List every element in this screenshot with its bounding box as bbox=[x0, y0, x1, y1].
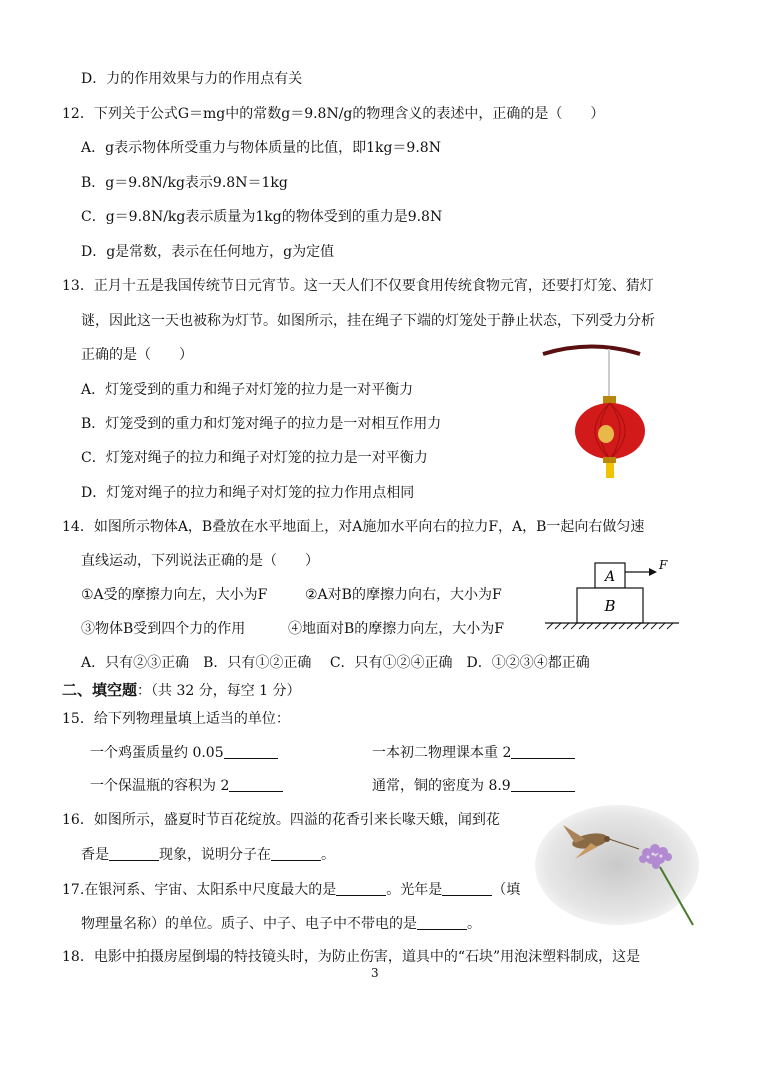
q13-option-c: C．灯笼对绳子的拉力和绳子对灯笼的拉力是一对平衡力 bbox=[81, 450, 428, 466]
q16-text-c: 。 bbox=[321, 847, 335, 863]
section2-title: 二、填空题 bbox=[62, 681, 138, 699]
blank[interactable] bbox=[511, 776, 575, 792]
q17-text-d: 物理量名称）的单位。质子、中子、电子中不带电的是 bbox=[81, 916, 417, 932]
page-number: 3 bbox=[371, 966, 379, 980]
blank[interactable] bbox=[271, 845, 321, 861]
q17-text-c: （填 bbox=[492, 882, 521, 898]
blank[interactable] bbox=[336, 880, 386, 896]
q17-line2 bbox=[81, 914, 481, 934]
q15-item-3-text: 一个保温瓶的容积为 2 bbox=[90, 778, 230, 794]
blocks-figure bbox=[543, 557, 683, 635]
q13-stem-line1: 13．正月十五是我国传统节日元宵节。这一天人们不仅要食用传统食物元宵，还要打灯笼、猜灯 bbox=[62, 278, 654, 294]
q14-stem-line1: 14．如图所示物体A，B叠放在水平地面上，对A施加水平向右的拉力F，A，B一起向右做匀速 bbox=[62, 519, 645, 535]
q13-option-b: B．灯笼受到的重力和灯笼对绳子的拉力是一对相互作用力 bbox=[81, 416, 442, 432]
blank[interactable] bbox=[224, 743, 278, 759]
blank[interactable] bbox=[109, 845, 159, 861]
q16-text-a: 香是 bbox=[81, 847, 109, 863]
q13-option-d: D．灯笼对绳子的拉力和绳子对灯笼的拉力作用点相同 bbox=[81, 485, 415, 501]
q14-statement-4: ④地面对B的摩擦力向左，大小为F bbox=[288, 621, 505, 637]
q18-line1: 18．电影中拍摄房屋倒塌的特技镜头时，为防止伤害，道具中的“石块”用泡沫塑料制成，这是 bbox=[62, 949, 641, 965]
q15-item-2 bbox=[372, 743, 575, 763]
blank[interactable] bbox=[229, 776, 283, 792]
q16-line1: 16．如图所示，盛夏时节百花绽放。四溢的花香引来长喙天蛾，闻到花 bbox=[62, 812, 500, 828]
q17-text-b: 。光年是 bbox=[386, 882, 443, 898]
q14-statement-2: ②A对B的摩擦力向右，大小为F bbox=[305, 587, 502, 603]
q14-stem-line2: 直线运动，下列说法正确的是（ ） bbox=[81, 553, 319, 569]
q15-item-2-text: 一本初二物理课本重 2 bbox=[372, 745, 512, 761]
section2-header bbox=[62, 680, 301, 701]
q13-stem-line3: 正确的是（ ） bbox=[81, 347, 193, 363]
force-f-label: F bbox=[659, 558, 668, 572]
q17-text-e: 。 bbox=[467, 916, 481, 932]
q15-item-4 bbox=[372, 776, 575, 796]
q11-option-d: D．力的作用效果与力的作用点有关 bbox=[81, 71, 303, 87]
block-a-label: A bbox=[604, 569, 616, 585]
q16-line2 bbox=[81, 845, 335, 865]
blank[interactable] bbox=[511, 743, 575, 759]
q13-option-a: A．灯笼受到的重力和绳子对灯笼的拉力是一对平衡力 bbox=[81, 382, 414, 398]
q13-stem-line2: 谜，因此这一天也被称为灯节。如图所示，挂在绳子下端的灯笼处于静止状态，下列受力分析 bbox=[81, 313, 655, 329]
q16-text-b: 现象，说明分子在 bbox=[159, 847, 271, 863]
q12-option-c: C．g＝9.8N/kg表示质量为1kg的物体受到的重力是9.8N bbox=[81, 209, 443, 225]
block-b-label: B bbox=[604, 597, 616, 615]
section2-note: ：（共 32 分，每空 1 分） bbox=[137, 683, 301, 699]
q15-item-3 bbox=[90, 776, 283, 796]
q15-stem: 15．给下列物理量填上适当的单位： bbox=[62, 711, 290, 727]
q12-option-d: D．g是常数，表示在任何地方，g为定值 bbox=[81, 244, 335, 260]
q14-options: A．只有②③正确 B．只有①②正确 C．只有①②④正确 D．①②③④都正确 bbox=[81, 655, 590, 671]
q12-option-a: A．g表示物体所受重力与物体质量的比值，即1kg＝9.8N bbox=[81, 140, 441, 156]
q14-statement-1: ①A受的摩擦力向左，大小为F bbox=[81, 587, 268, 603]
blank[interactable] bbox=[417, 914, 467, 930]
q15-item-1 bbox=[90, 743, 278, 763]
q15-item-1-text: 一个鸡蛋质量约 0.05 bbox=[90, 745, 224, 761]
lantern-figure bbox=[540, 343, 645, 481]
moth-flower-figure bbox=[535, 807, 700, 929]
q15-item-4-text: 通常，铜的密度为 8.9 bbox=[372, 778, 511, 794]
blank[interactable] bbox=[442, 880, 492, 896]
q12-option-b: B．g＝9.8N/kg表示9.8N＝1kg bbox=[81, 175, 288, 191]
q14-statement-3: ③物体B受到四个力的作用 bbox=[81, 621, 246, 637]
q17-line1 bbox=[62, 880, 520, 900]
q17-text-a: 17.在银河系、宇宙、太阳系中尺度最大的是 bbox=[62, 882, 337, 898]
q12-stem: 12．下列关于公式G＝mg中的常数g＝9.8N/g的物理含义的表述中，正确的是（ ） bbox=[62, 106, 605, 122]
